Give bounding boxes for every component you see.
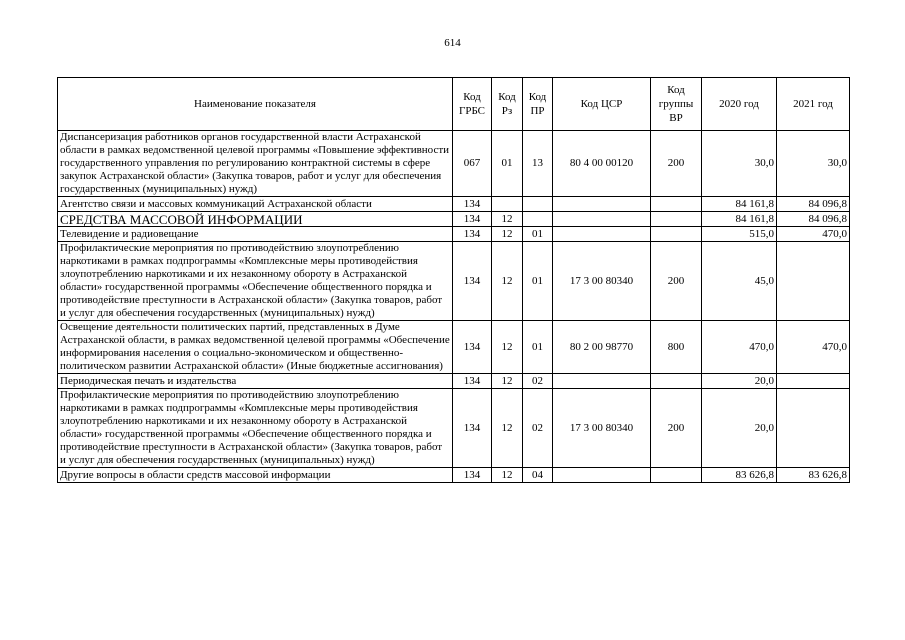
row-rz: 12 bbox=[492, 321, 523, 374]
row-2021 bbox=[777, 374, 850, 389]
row-grbs: 067 bbox=[453, 131, 492, 197]
row-name: Телевидение и радиовещание bbox=[58, 227, 453, 242]
row-vr bbox=[651, 212, 702, 227]
header-name: Наименование показателя bbox=[58, 78, 453, 131]
header-vr: Код группы ВР bbox=[651, 78, 702, 131]
row-vr bbox=[651, 374, 702, 389]
row-csr bbox=[553, 212, 651, 227]
row-pr: 02 bbox=[523, 374, 553, 389]
row-pr: 01 bbox=[523, 227, 553, 242]
row-grbs: 134 bbox=[453, 321, 492, 374]
row-grbs: 134 bbox=[453, 389, 492, 468]
page-number: 614 bbox=[444, 37, 461, 49]
row-2020: 30,0 bbox=[702, 131, 777, 197]
row-rz: 12 bbox=[492, 468, 523, 483]
row-2021: 83 626,8 bbox=[777, 468, 850, 483]
row-rz: 12 bbox=[492, 212, 523, 227]
row-rz: 12 bbox=[492, 374, 523, 389]
row-vr bbox=[651, 197, 702, 212]
table-row bbox=[58, 227, 850, 242]
row-csr: 17 3 00 80340 bbox=[553, 242, 651, 321]
row-grbs: 134 bbox=[453, 227, 492, 242]
row-2020: 470,0 bbox=[702, 321, 777, 374]
header-csr: Код ЦСР bbox=[553, 78, 651, 131]
row-grbs: 134 bbox=[453, 212, 492, 227]
row-pr: 01 bbox=[523, 321, 553, 374]
row-pr: 02 bbox=[523, 389, 553, 468]
row-csr: 80 4 00 00120 bbox=[553, 131, 651, 197]
table-row bbox=[58, 389, 850, 468]
row-vr: 200 bbox=[651, 242, 702, 321]
row-name: Профилактические мероприятия по противодействию злоупотреблению наркотиками в рамках подпрограммы «Комплексные меры противодействия злоупотреблению наркотиками и их незаконному обороту в Астраханской области» государственной программы «Обеспечение общественного порядка и противодействие преступности в Астраханской области» (Закупка товаров, работ и услуг для обеспечения государственных (муниципальных) нужд) bbox=[58, 242, 453, 321]
row-2021: 470,0 bbox=[777, 321, 850, 374]
row-2021: 470,0 bbox=[777, 227, 850, 242]
row-csr: 80 2 00 98770 bbox=[553, 321, 651, 374]
header-rz: Код Рз bbox=[492, 78, 523, 131]
row-rz: 01 bbox=[492, 131, 523, 197]
header-2020: 2020 год bbox=[702, 78, 777, 131]
row-name: Другие вопросы в области средств массовой информации bbox=[58, 468, 453, 483]
row-2021: 84 096,8 bbox=[777, 197, 850, 212]
row-csr bbox=[553, 227, 651, 242]
row-pr bbox=[523, 212, 553, 227]
row-rz: 12 bbox=[492, 227, 523, 242]
row-name: Агентство связи и массовых коммуникаций Астраханской области bbox=[58, 197, 453, 212]
row-2020: 45,0 bbox=[702, 242, 777, 321]
row-name: СРЕДСТВА МАССОВОЙ ИНФОРМАЦИИ bbox=[58, 212, 453, 227]
row-name: Диспансеризация работников органов государственной власти Астраханской области в рамках ведомственной целевой программы «Повышение эффективности государственного управления по регулированию контрактной системы в сфере закупок Астраханской области» (Закупка товаров, работ и услуг для обеспечения государственных (муниципальных) нужд) bbox=[58, 131, 453, 197]
table-row bbox=[58, 197, 850, 212]
row-rz: 12 bbox=[492, 242, 523, 321]
row-pr: 04 bbox=[523, 468, 553, 483]
row-grbs: 134 bbox=[453, 197, 492, 212]
table-row bbox=[58, 468, 850, 483]
row-2020: 20,0 bbox=[702, 389, 777, 468]
table-row bbox=[58, 212, 850, 227]
table-header-row bbox=[58, 78, 850, 131]
row-csr: 17 3 00 80340 bbox=[553, 389, 651, 468]
row-name: Освещение деятельности политических партий, представленных в Думе Астраханской области, в рамках ведомственной целевой программы «Обеспечение информирования населения о социально-экономическом и общественно-политическом развитии Астраханской области» (Иные бюджетные ассигнования) bbox=[58, 321, 453, 374]
row-rz: 12 bbox=[492, 389, 523, 468]
table-row bbox=[58, 374, 850, 389]
row-vr bbox=[651, 227, 702, 242]
row-2020: 84 161,8 bbox=[702, 212, 777, 227]
row-2020: 84 161,8 bbox=[702, 197, 777, 212]
row-grbs: 134 bbox=[453, 242, 492, 321]
row-csr bbox=[553, 374, 651, 389]
row-2020: 83 626,8 bbox=[702, 468, 777, 483]
row-2021: 84 096,8 bbox=[777, 212, 850, 227]
row-2021 bbox=[777, 389, 850, 468]
row-2020: 20,0 bbox=[702, 374, 777, 389]
table-row bbox=[58, 131, 850, 197]
row-vr: 200 bbox=[651, 389, 702, 468]
row-pr: 01 bbox=[523, 242, 553, 321]
table-row bbox=[58, 321, 850, 374]
row-2021: 30,0 bbox=[777, 131, 850, 197]
row-grbs: 134 bbox=[453, 374, 492, 389]
row-pr: 13 bbox=[523, 131, 553, 197]
table-row bbox=[58, 242, 850, 321]
header-pr: Код ПР bbox=[523, 78, 553, 131]
row-vr: 200 bbox=[651, 131, 702, 197]
row-2021 bbox=[777, 242, 850, 321]
row-vr bbox=[651, 468, 702, 483]
row-name: Профилактические мероприятия по противодействию злоупотреблению наркотиками в рамках подпрограммы «Комплексные меры противодействия злоупотреблению наркотиками и их незаконному обороту в Астраханской области» государственной программы «Обеспечение общественного порядка и противодействие преступности в Астраханской области» (Закупка товаров, работ и услуг для обеспечения государственных (муниципальных) нужд) bbox=[58, 389, 453, 468]
row-vr: 800 bbox=[651, 321, 702, 374]
header-2021: 2021 год bbox=[777, 78, 850, 131]
header-grbs: Код ГРБС bbox=[453, 78, 492, 131]
row-csr bbox=[553, 468, 651, 483]
row-csr bbox=[553, 197, 651, 212]
budget-table bbox=[57, 77, 850, 483]
row-name: Периодическая печать и издательства bbox=[58, 374, 453, 389]
row-grbs: 134 bbox=[453, 468, 492, 483]
row-pr bbox=[523, 197, 553, 212]
row-2020: 515,0 bbox=[702, 227, 777, 242]
row-rz bbox=[492, 197, 523, 212]
